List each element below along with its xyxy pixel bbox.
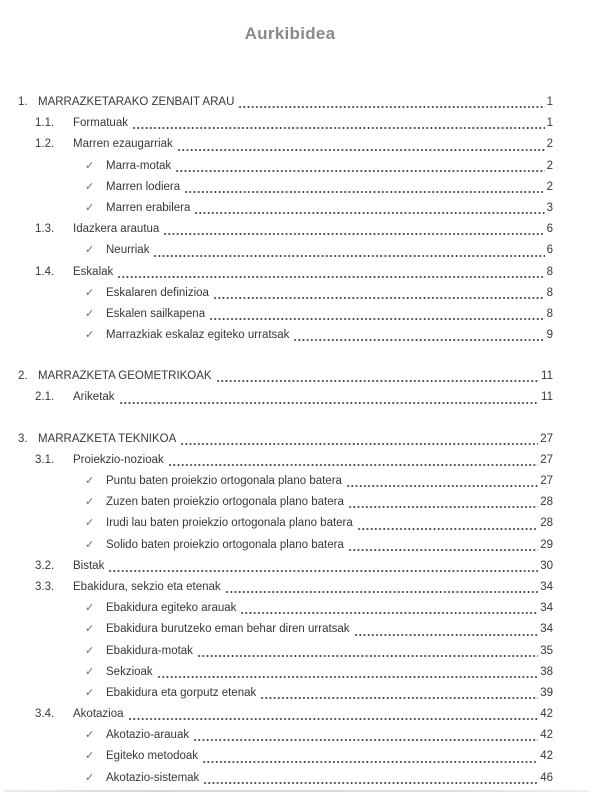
toc-entry-page-number: 27 — [540, 432, 553, 445]
toc-entry[interactable] — [0, 513, 600, 534]
toc-entry[interactable] — [0, 598, 600, 619]
toc-entry[interactable] — [0, 429, 600, 450]
toc-entry[interactable] — [0, 198, 600, 219]
toc-entry-page-number: 11 — [541, 391, 553, 404]
check-icon: ✓ — [85, 538, 95, 551]
toc-entry-label: Ebakidura burutzeko eman behar diren urratsak — [106, 623, 350, 636]
toc-entry[interactable] — [0, 283, 600, 304]
check-icon: ✓ — [85, 729, 95, 742]
toc-entry-page-number: 42 — [540, 750, 553, 763]
toc-entry-label: Ariketak — [73, 391, 115, 404]
toc-entry-label: Ebakidura, sekzio eta etenak — [73, 580, 221, 593]
toc-entry-label: Solido baten proiekzio ortogonala plano batera — [106, 538, 344, 551]
dot-leader — [197, 641, 538, 662]
toc-entry[interactable] — [0, 535, 600, 556]
toc-entry-page-number: 2 — [546, 138, 553, 151]
toc-entry-label: MARRAZKETA TEKNIKOA — [38, 432, 177, 445]
dot-leader — [213, 283, 545, 304]
toc-entry-page-number: 8 — [546, 307, 553, 320]
toc-entry-label: Akotazio-arauak — [106, 729, 190, 742]
toc-entry[interactable] — [0, 177, 600, 198]
toc-entry-label: Marra-motak — [106, 159, 172, 172]
toc-entry[interactable] — [0, 725, 600, 746]
toc-entry-page-number: 42 — [540, 729, 553, 742]
check-icon: ✓ — [85, 496, 95, 509]
toc-entry-number: 1.4. — [35, 265, 55, 278]
toc-entry-page-number: 6 — [546, 223, 553, 236]
toc-entry-label: Egiteko metodoak — [106, 750, 199, 763]
dot-leader — [194, 198, 544, 219]
toc-entry-page-number: 2 — [546, 180, 553, 193]
dot-leader — [132, 113, 545, 134]
check-icon: ✓ — [85, 750, 95, 763]
toc-entry[interactable] — [0, 134, 600, 155]
toc-entry-label: Eskalaren definizioa — [106, 286, 209, 299]
toc-entry[interactable] — [0, 240, 600, 261]
toc-entry-label: Sekzioak — [106, 665, 153, 678]
toc-entry-page-number: 34 — [540, 602, 553, 615]
toc-entry-page-number: 28 — [540, 517, 553, 530]
toc-entry[interactable] — [0, 577, 600, 598]
toc-entry-label: Akotazioa — [73, 708, 124, 721]
dot-leader — [238, 92, 544, 113]
toc-entry-label: Marren ezaugarriak — [73, 138, 173, 151]
check-icon: ✓ — [85, 307, 95, 320]
dot-leader — [168, 450, 538, 471]
dot-leader — [260, 683, 538, 704]
check-icon: ✓ — [85, 517, 95, 530]
toc-entry-page-number: 11 — [541, 370, 553, 383]
dot-leader — [153, 240, 544, 261]
toc-entry[interactable] — [0, 450, 600, 471]
check-icon: ✓ — [85, 475, 95, 487]
toc-entry[interactable] — [0, 492, 600, 513]
toc-entry-label: Eskalen sailkapena — [106, 307, 206, 320]
toc-entry-page-number: 9 — [546, 329, 553, 342]
toc-entry-page-number: 1 — [546, 117, 553, 130]
dot-leader — [240, 598, 538, 619]
toc-entry-number: 3.1. — [35, 453, 55, 466]
toc-entry[interactable] — [0, 156, 600, 177]
toc-entry[interactable] — [0, 683, 600, 704]
dot-leader — [348, 535, 538, 556]
dot-leader — [119, 387, 540, 408]
check-icon: ✓ — [85, 602, 95, 615]
check-icon: ✓ — [85, 180, 95, 193]
toc-entry[interactable] — [0, 113, 600, 134]
toc-entry-label: Marren erabilera — [106, 201, 191, 214]
toc-entry-number: 3.2. — [35, 559, 55, 572]
dot-leader — [202, 746, 538, 767]
dot-leader — [348, 492, 538, 513]
dot-leader — [108, 556, 538, 577]
toc-entry-page-number: 34 — [540, 623, 553, 636]
toc-entry-label: Formatuak — [73, 117, 128, 130]
toc-entry-label: MARRAZKETA GEOMETRIKOAK — [38, 370, 212, 383]
toc-entry-page-number: 28 — [540, 496, 553, 509]
toc-entry-number: 3.3. — [35, 580, 55, 593]
toc-entry-label: Marren lodiera — [106, 180, 181, 193]
check-icon: ✓ — [85, 159, 95, 172]
check-icon: ✓ — [85, 329, 95, 342]
toc-entry-page-number: 30 — [540, 559, 553, 572]
check-icon: ✓ — [85, 644, 95, 657]
dot-leader — [354, 619, 539, 640]
dot-leader — [293, 325, 544, 346]
dot-leader — [216, 366, 539, 387]
table-of-contents — [0, 92, 600, 789]
toc-entry-page-number: 29 — [540, 538, 553, 551]
toc-entry-label: Eskalak — [73, 265, 114, 278]
toc-entry-label: Bistak — [73, 559, 105, 572]
toc-entry-number: 1.1. — [35, 117, 55, 130]
toc-entry[interactable] — [0, 92, 600, 113]
toc-entry-label: Ebakidura-motak — [106, 644, 193, 657]
dot-leader — [193, 725, 538, 746]
toc-entry-page-number: 34 — [540, 580, 553, 593]
dot-leader — [203, 768, 538, 789]
toc-entry[interactable] — [0, 366, 600, 387]
toc-entry-page-number: 38 — [540, 665, 553, 678]
dot-leader — [117, 262, 544, 283]
check-icon: ✓ — [85, 623, 95, 636]
toc-entry-label: Idazkera arautua — [73, 223, 160, 236]
toc-entry-page-number: 46 — [540, 771, 553, 784]
toc-entry-label: MARRAZKETARAKO ZENBAIT ARAU — [38, 96, 235, 108]
dot-leader — [163, 219, 544, 240]
toc-entry-label: Neurriak — [106, 244, 150, 257]
toc-entry-page-number: 8 — [546, 265, 553, 278]
dot-leader — [128, 704, 539, 725]
check-icon: ✓ — [85, 665, 95, 678]
check-icon: ✓ — [85, 201, 95, 214]
dot-leader — [177, 134, 545, 155]
scan-edge-line — [4, 790, 590, 792]
toc-entry[interactable] — [0, 262, 600, 283]
toc-entry[interactable] — [0, 746, 600, 767]
check-icon: ✓ — [85, 286, 95, 299]
toc-entry-page-number: 1 — [546, 96, 553, 108]
toc-entry[interactable] — [0, 304, 600, 325]
dot-leader — [180, 429, 538, 450]
toc-entry-page-number: 6 — [546, 244, 553, 257]
toc-entry[interactable] — [0, 387, 600, 408]
check-icon: ✓ — [85, 771, 95, 784]
toc-entry-page-number: 42 — [540, 708, 553, 721]
toc-entry[interactable] — [0, 768, 600, 789]
toc-entry-page-number: 2 — [546, 159, 553, 172]
toc-entry-number: 1.3. — [35, 223, 55, 236]
toc-entry[interactable] — [0, 641, 600, 662]
toc-entry-page-number: 35 — [540, 644, 553, 657]
dot-leader — [184, 177, 544, 198]
toc-entry[interactable] — [0, 556, 600, 577]
check-icon: ✓ — [85, 244, 95, 257]
dot-leader — [346, 471, 538, 492]
toc-entry-number: 3. — [18, 432, 28, 445]
toc-entry-page-number: 39 — [540, 686, 553, 699]
toc-entry-label: Puntu baten proiekzio ortogonala plano batera — [106, 475, 342, 487]
toc-entry[interactable] — [0, 704, 600, 725]
toc-entry-number: 2.1. — [35, 391, 55, 404]
toc-entry[interactable] — [0, 471, 600, 492]
dot-leader — [175, 156, 544, 177]
dot-leader — [157, 662, 539, 683]
check-icon: ✓ — [85, 686, 95, 699]
toc-entry[interactable] — [0, 325, 600, 346]
dot-leader — [225, 577, 539, 598]
toc-entry-label: Ebakidura eta gorputz etenak — [106, 686, 257, 699]
dot-leader — [209, 304, 545, 325]
toc-entry-label: Akotazio-sistemak — [106, 771, 200, 784]
toc-entry-label: Irudi lau baten proiekzio ortogonala plano batera — [106, 517, 353, 530]
toc-entry[interactable] — [0, 662, 600, 683]
toc-entry-number: 1.2. — [35, 138, 55, 151]
toc-entry-label: Zuzen baten proiekzio ortogonala plano batera — [106, 496, 344, 509]
toc-entry-page-number: 8 — [546, 286, 553, 299]
dot-leader — [357, 513, 538, 534]
toc-entry-page-number: 3 — [546, 201, 553, 214]
toc-entry-page-number: 27 — [540, 475, 553, 487]
toc-entry-label: Marrazkiak eskalaz egiteko urratsak — [106, 329, 290, 342]
page-title: Aurkibidea — [244, 24, 336, 43]
toc-entry-label: Ebakidura egiteko arauak — [106, 602, 237, 615]
toc-entry-label: Proiekzio-nozioak — [73, 453, 164, 466]
toc-entry-number: 3.4. — [35, 708, 55, 721]
toc-entry[interactable] — [0, 619, 600, 640]
toc-entry-page-number: 27 — [540, 453, 553, 466]
toc-entry-number: 1. — [18, 96, 28, 108]
toc-entry-number: 2. — [18, 370, 28, 383]
toc-entry[interactable] — [0, 219, 600, 240]
